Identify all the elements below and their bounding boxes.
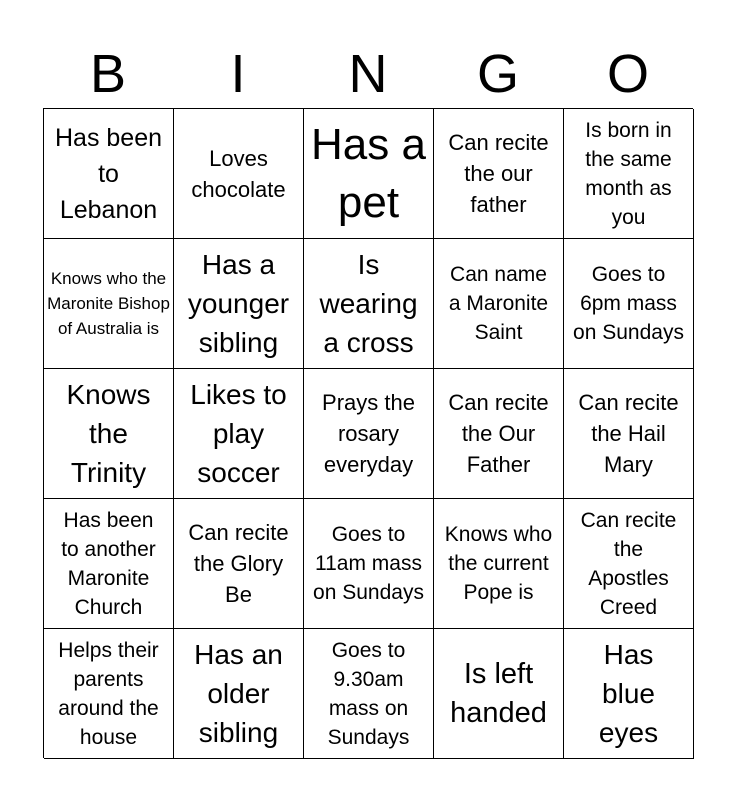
cell-text: Likes to play soccer (190, 379, 287, 488)
cell-text: Helps their parents around the house (58, 638, 159, 749)
header-letter-n: N (348, 44, 388, 104)
cell-text: Is left handed (450, 657, 547, 729)
bingo-cell[interactable] (434, 369, 564, 499)
bingo-cell[interactable] (434, 499, 564, 629)
bingo-cell[interactable] (174, 109, 304, 239)
bingo-cell[interactable] (434, 109, 564, 239)
bingo-cell[interactable] (304, 239, 434, 369)
cell-text: Can recite the Apostles Creed (580, 508, 677, 619)
bingo-cell[interactable] (44, 239, 174, 369)
header-letter-b: B (89, 44, 127, 104)
bingo-cell[interactable] (174, 629, 304, 759)
bingo-header (43, 40, 693, 108)
cell-text: Knows who the current Pope is (444, 523, 553, 604)
cell-text: Knows who the Maronite Bishop of Australia is (47, 269, 170, 338)
bingo-cell[interactable] (434, 629, 564, 759)
bingo-cell[interactable] (434, 239, 564, 369)
cell-text: Has been to another Maronite Church (61, 508, 156, 619)
bingo-cell[interactable] (174, 239, 304, 369)
cell-text: Is wearing a cross (319, 249, 418, 358)
bingo-cell[interactable] (564, 369, 694, 499)
cell-text: Goes to 9.30am mass on Sundays (327, 638, 410, 749)
bingo-card-grid (43, 108, 693, 758)
cell-text: Knows the Trinity (66, 379, 151, 488)
cell-text: Loves chocolate (191, 145, 286, 202)
bingo-cell[interactable] (44, 629, 174, 759)
bingo-cell[interactable] (564, 499, 694, 629)
cell-text: Has an older sibling (194, 639, 283, 748)
bingo-cell[interactable] (174, 369, 304, 499)
cell-text: Has been to Lebanon (54, 123, 163, 224)
cell-text: Can recite the Hail Mary (578, 390, 679, 477)
cell-text: Can recite the our father (448, 130, 549, 217)
bingo-cell[interactable] (44, 369, 174, 499)
header-letter-i: I (230, 44, 246, 104)
header-letter-o: O (606, 44, 649, 104)
cell-text: Can recite the Glory Be (188, 520, 289, 607)
bingo-cell[interactable] (304, 629, 434, 759)
cell-text: Is born in the same month as you (585, 118, 672, 229)
bingo-cell[interactable] (304, 499, 434, 629)
bingo-cell[interactable] (564, 109, 694, 239)
bingo-cell[interactable] (304, 109, 434, 239)
bingo-cell[interactable] (44, 499, 174, 629)
cell-text: Goes to 6pm mass on Sundays (573, 263, 684, 344)
bingo-cell[interactable] (564, 629, 694, 759)
cell-text: Can recite the Our Father (448, 390, 549, 477)
bingo-cell[interactable] (174, 499, 304, 629)
cell-text: Goes to 11am mass on Sundays (313, 523, 424, 604)
header-letter-g: G (476, 44, 519, 104)
cell-text: Prays the rosary everyday (322, 390, 415, 477)
cell-text: Has a pet (311, 119, 426, 227)
cell-text: Has blue eyes (598, 639, 659, 748)
cell-text: Has a younger sibling (187, 249, 290, 358)
bingo-cell[interactable] (304, 369, 434, 499)
bingo-cell[interactable] (44, 109, 174, 239)
cell-text: Can name a Maronite Saint (448, 263, 549, 344)
bingo-cell[interactable] (564, 239, 694, 369)
